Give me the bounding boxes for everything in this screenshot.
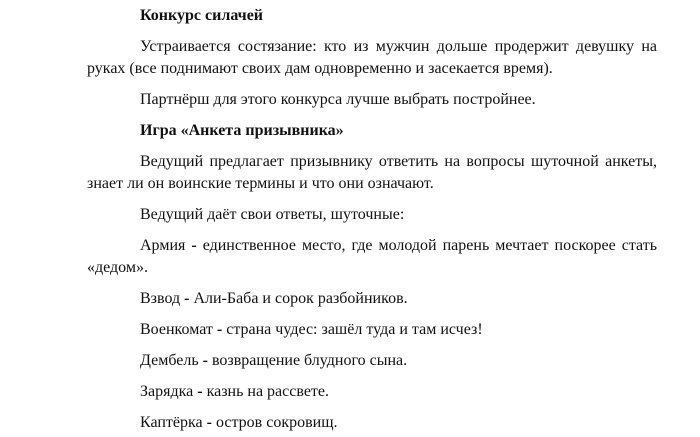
definition-separator: -: [198, 352, 212, 369]
paragraph-contest-rules: Устраивается состязание: кто из мужчин дольше продержит девушку на руках (все поднимают своих дам одновременно и засекается время).: [87, 38, 657, 77]
definition-term: Армия: [140, 237, 186, 254]
paragraph-host-offers: Ведущий предлагает призывнику ответить на вопросы шуточной анкеты, знает ли он воинские термины и что они означают.: [87, 153, 657, 192]
definition-text: Али-Баба и сорок разбойников.: [193, 290, 408, 307]
section-title-strongmen-contest: Конкурс силачей: [140, 7, 264, 24]
definition-item: [87, 235, 657, 279]
definition-item: [87, 319, 657, 341]
definition-separator: -: [202, 414, 216, 431]
section-title-conscript-questionnaire: Игра «Анкета призывника»: [140, 122, 344, 139]
definition-text: остров сокровищ.: [215, 414, 338, 431]
document-content: [87, 5, 657, 437]
definition-separator: -: [180, 290, 194, 307]
definition-term: Зарядка: [140, 383, 194, 400]
definition-separator: -: [193, 383, 207, 400]
definition-text: страна чудес: зашёл туда и там исчез!: [226, 321, 483, 338]
definition-separator: -: [212, 321, 227, 338]
definition-item: [87, 412, 657, 434]
definition-item: [87, 381, 657, 403]
definition-text: возвращение блудного сына.: [211, 352, 408, 369]
paragraph-host-answers: Ведущий даёт свои ответы, шуточные:: [140, 206, 405, 223]
definition-item: [87, 288, 657, 310]
definition-term: Каптёрка: [140, 414, 203, 431]
definition-item: [87, 350, 657, 372]
definition-text: казнь на рассвете.: [206, 383, 330, 400]
definition-term: Военкомат: [140, 321, 213, 338]
definition-term: Взвод: [140, 290, 181, 307]
definition-term: Дембель: [140, 352, 199, 369]
paragraph-partner-choice: Партнёрш для этого конкурса лучше выбрать постройнее.: [140, 91, 536, 108]
definition-separator: -: [185, 237, 203, 254]
definition-text: единственное место, где молодой парень мечтает поскорее стать «дедом».: [87, 237, 658, 276]
